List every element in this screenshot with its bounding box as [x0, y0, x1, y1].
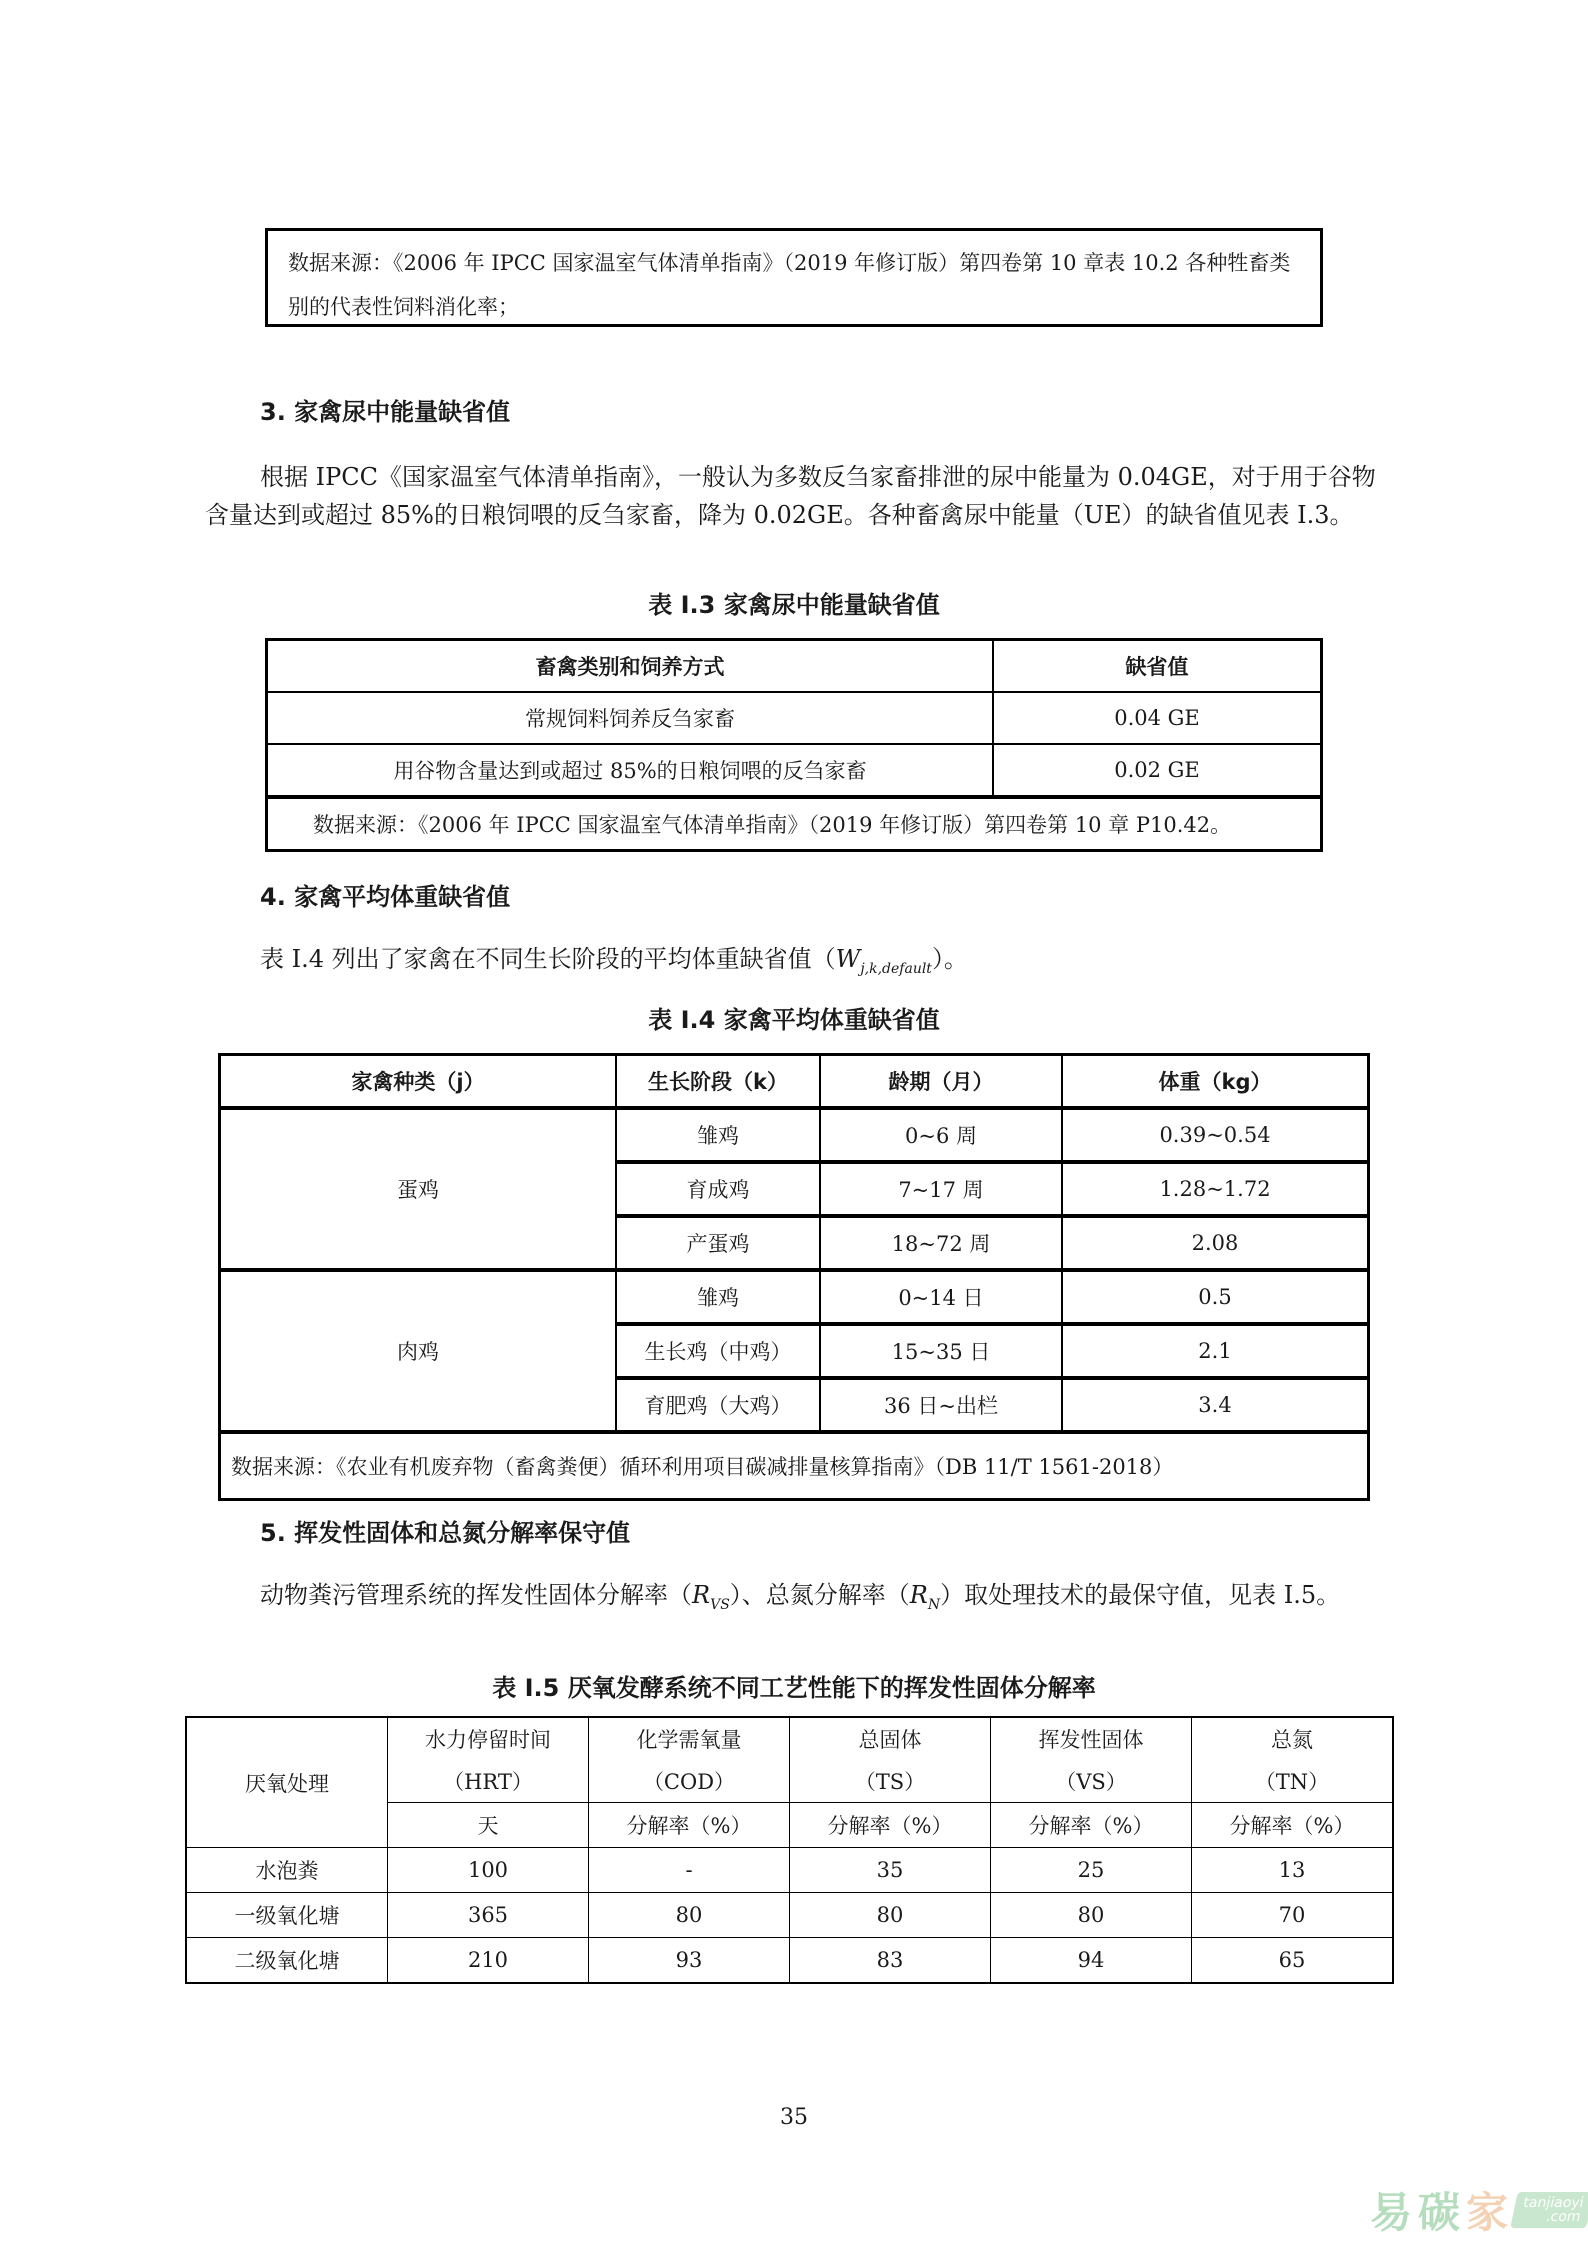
- top-source-note-text: 数据来源：《2006 年 IPCC 国家温室气体清单指南》（2019 年修订版）第四卷第 10 章表 10.2 各种牲畜类别的代表性饲料消化率；: [288, 251, 1291, 319]
- table-cell: 育肥鸡（大鸡）: [616, 1378, 820, 1432]
- table-row: [186, 1848, 1393, 1893]
- table-cell: 365: [388, 1893, 589, 1938]
- unit-cell: 分解率（%）: [1192, 1803, 1394, 1848]
- unit-cell: 分解率（%）: [790, 1803, 991, 1848]
- table-header-cell: 厌氧处理: [186, 1717, 388, 1848]
- table-header-cell: （COD）: [589, 1760, 790, 1803]
- table-cell: 65: [1192, 1938, 1394, 1984]
- table-cell: 18~72 周: [820, 1216, 1062, 1270]
- table-header-cell: 化学需氧量: [589, 1717, 790, 1760]
- paragraph-text: 表 I.4 列出了家禽在不同生长阶段的平均体重缺省值（: [260, 945, 836, 973]
- table-cell: 100: [388, 1848, 589, 1893]
- top-source-note: [265, 228, 1323, 327]
- table-header-cell: 龄期（月）: [820, 1055, 1062, 1109]
- table-header-cell: 缺省值: [993, 640, 1322, 693]
- table-cell: 80: [589, 1893, 790, 1938]
- symbol-w: W: [835, 945, 861, 973]
- table-i4: [218, 1053, 1370, 1501]
- table-cell: 常规饲料饲养反刍家畜: [267, 692, 994, 744]
- section-5-heading: 5. 挥发性固体和总氮分解率保守值: [260, 1519, 631, 1547]
- table-cell: -: [589, 1848, 790, 1893]
- table-header-cell: 挥发性固体: [991, 1717, 1192, 1760]
- paragraph-text: ）。: [931, 945, 968, 973]
- table-cell: 一级氧化塘: [186, 1893, 388, 1938]
- table-row: [267, 692, 1322, 744]
- table-row: [220, 1108, 1369, 1162]
- table-i5-caption: 表 I.5 厌氧发酵系统不同工艺性能下的挥发性固体分解率: [492, 1674, 1096, 1702]
- table-row: [186, 1893, 1393, 1938]
- table-cell: 0~14 日: [820, 1270, 1062, 1324]
- watermark-tld: .com: [1544, 2209, 1583, 2225]
- table-cell: 93: [589, 1938, 790, 1984]
- table-cell: 用谷物含量达到或超过 85%的日粮饲喂的反刍家畜: [267, 744, 994, 797]
- table-cell: 3.4: [1062, 1378, 1369, 1432]
- table-cell: 雏鸡: [616, 1270, 820, 1324]
- symbol-w-subscript: j,k,default: [860, 960, 932, 977]
- table-cell: 0.04 GE: [993, 692, 1322, 744]
- table-header-cell: 体重（kg）: [1062, 1055, 1369, 1109]
- table-cell: 0.5: [1062, 1270, 1369, 1324]
- table-cell: 35: [790, 1848, 991, 1893]
- section-3-paragraph: 根据 IPCC《国家温室气体清单指南》，一般认为多数反刍家畜排泄的尿中能量为 0.04GE，对于用于谷物含量达到或超过 85%的日粮饲喂的反刍家畜，降为 0.02GE。各种畜禽尿中能量（UE）的缺省值见表 I.3。: [205, 463, 1376, 529]
- table-cell: 雏鸡: [616, 1108, 820, 1162]
- table-cell: 2.08: [1062, 1216, 1369, 1270]
- table-cell: 36 日~出栏: [820, 1378, 1062, 1432]
- section-4-paragraph: [205, 940, 1395, 988]
- watermark-char: 碳: [1418, 2188, 1461, 2237]
- table-i4-caption: 表 I.4 家禽平均体重缺省值: [648, 1006, 940, 1034]
- table-cell: 0~6 周: [820, 1108, 1062, 1162]
- section-4-heading: 4. 家禽平均体重缺省值: [260, 883, 511, 911]
- species-cell: 肉鸡: [220, 1270, 617, 1432]
- table-i3: [265, 638, 1323, 852]
- paragraph-text: ）、总氮分解率（: [729, 1581, 910, 1609]
- table-cell: 25: [991, 1848, 1192, 1893]
- table-cell: 生长鸡（中鸡）: [616, 1324, 820, 1378]
- unit-cell: 分解率（%）: [589, 1803, 790, 1848]
- table-row: [267, 744, 1322, 797]
- section-5-paragraph: [205, 1576, 1395, 1624]
- watermark-char: 家: [1466, 2188, 1509, 2237]
- table-cell: 80: [991, 1893, 1192, 1938]
- table-cell: 94: [991, 1938, 1192, 1984]
- table-header-cell: （HRT）: [388, 1760, 589, 1803]
- table-cell: 83: [790, 1938, 991, 1984]
- table-header-cell: （TN）: [1192, 1760, 1394, 1803]
- watermark-domain-tag: [1510, 2192, 1588, 2228]
- table-header-row: [267, 640, 1322, 693]
- table-cell: 15~35 日: [820, 1324, 1062, 1378]
- table-cell: 2.1: [1062, 1324, 1369, 1378]
- table-cell: 210: [388, 1938, 589, 1984]
- table-header-cell: 生长阶段（k）: [616, 1055, 820, 1109]
- table-source-row: [267, 797, 1322, 851]
- table-source-row: [220, 1432, 1369, 1500]
- table-header-cell: 家禽种类（j）: [220, 1055, 617, 1109]
- symbol-r-vs-subscript: VS: [710, 1596, 730, 1613]
- table-source: 数据来源：《2006 年 IPCC 国家温室气体清单指南》（2019 年修订版）第四卷第 10 章 P10.42。: [267, 797, 1322, 851]
- table-header-cell: 畜禽类别和饲养方式: [267, 640, 994, 693]
- table-row: [220, 1270, 1369, 1324]
- table-cell: 二级氧化塘: [186, 1938, 388, 1984]
- paragraph-text: 动物粪污管理系统的挥发性固体分解率（: [260, 1581, 692, 1609]
- table-cell: 13: [1192, 1848, 1394, 1893]
- section-3-heading: 3. 家禽尿中能量缺省值: [260, 398, 511, 426]
- watermark-logo: [1370, 2180, 1588, 2240]
- table-cell: 70: [1192, 1893, 1394, 1938]
- symbol-r-n-subscript: N: [927, 1596, 941, 1613]
- table-cell: 产蛋鸡: [616, 1216, 820, 1270]
- table-i3-caption: 表 I.3 家禽尿中能量缺省值: [648, 591, 940, 619]
- table-header-cell: 总固体: [790, 1717, 991, 1760]
- paragraph-text: ）取处理技术的最保守值，见表 I.5。: [940, 1581, 1341, 1609]
- table-header-cell: 总氮: [1192, 1717, 1394, 1760]
- unit-cell: 分解率（%）: [991, 1803, 1192, 1848]
- table-cell: 80: [790, 1893, 991, 1938]
- table-header-cell: （VS）: [991, 1760, 1192, 1803]
- table-cell: 7~17 周: [820, 1162, 1062, 1216]
- unit-cell: 天: [388, 1803, 589, 1848]
- watermark-domain: tanjiaoyi: [1521, 2195, 1586, 2211]
- watermark-char: 易: [1370, 2188, 1413, 2237]
- table-cell: 1.28~1.72: [1062, 1162, 1369, 1216]
- table-i5: [185, 1716, 1394, 1984]
- species-cell: 蛋鸡: [220, 1108, 617, 1270]
- table-header-row: [186, 1717, 1393, 1760]
- table-header-row: [220, 1055, 1369, 1109]
- symbol-r-n: R: [909, 1581, 928, 1609]
- table-cell: 0.39~0.54: [1062, 1108, 1369, 1162]
- table-row: [186, 1938, 1393, 1984]
- table-source: 数据来源：《农业有机废弃物（畜禽粪便）循环利用项目碳减排量核算指南》（DB 11/T 1561-2018）: [220, 1432, 1369, 1500]
- page-number: 35: [780, 2105, 808, 2130]
- table-header-cell: （TS）: [790, 1760, 991, 1803]
- table-cell: 育成鸡: [616, 1162, 820, 1216]
- symbol-r-vs: R: [692, 1581, 711, 1609]
- table-header-cell: 水力停留时间: [388, 1717, 589, 1760]
- table-cell: 水泡粪: [186, 1848, 388, 1893]
- table-cell: 0.02 GE: [993, 744, 1322, 797]
